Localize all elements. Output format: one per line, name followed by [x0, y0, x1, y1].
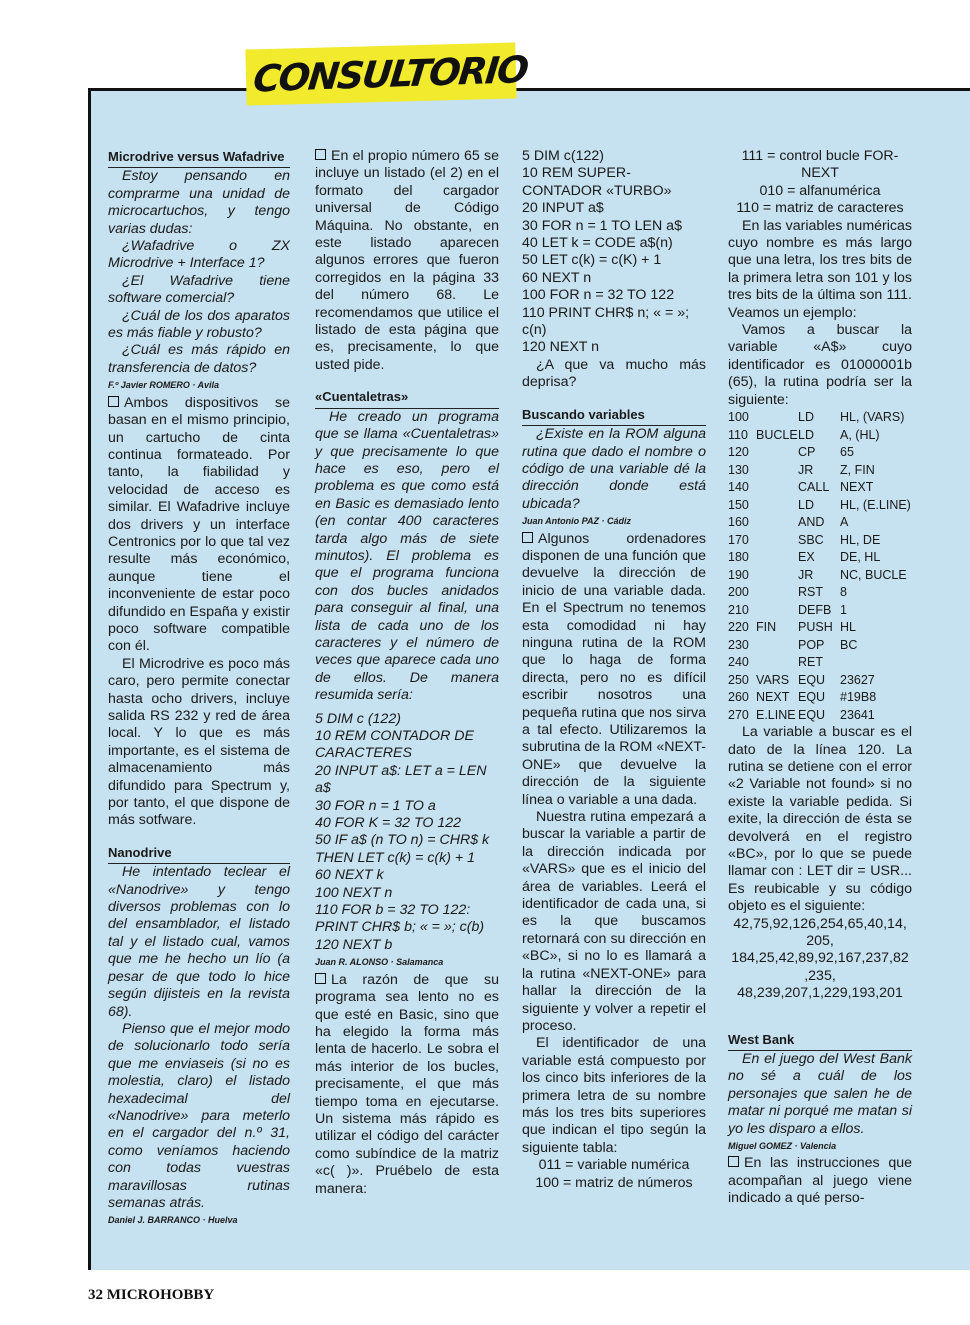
- basic-listing: [522, 148, 706, 357]
- answer-text: ¿A que va mucho más deprisa?: [522, 356, 706, 391]
- asm-field: [756, 602, 798, 620]
- asm-field: [756, 497, 798, 515]
- asm-field: [756, 567, 798, 585]
- asm-field: 65: [840, 445, 854, 460]
- asm-line: [728, 654, 912, 672]
- asm-line: [728, 549, 912, 567]
- asm-line: [728, 462, 912, 480]
- answer-text: La variable a buscar es el dato de la línea 120. La rutina se detiene con el error «2 Variable not found» si no existe la variable pedida. Si exite, la dirección de ésta se devolverá en el registro «BC», por lo que se puede llamar con : LET dir = USR... Es reubicable y su código objeto es el siguiente:: [728, 724, 912, 915]
- page-footer: [88, 1287, 214, 1304]
- code-line: 120 NEXT b: [315, 936, 393, 953]
- asm-field: 250: [728, 672, 749, 687]
- asm-field: NC, BUCLE: [840, 567, 907, 582]
- asm-field: 220: [728, 620, 749, 635]
- question-text: Pienso que el mejor modo de solucionarlo todo sería que me enviaseis (si no es molestia, claro) el listado hexadecimal del «Nanodrive» para meterlo en el cargador del n.º 31, como veníamos haciendo con todas vuestras maravillosas rutinas semanas atrás.: [108, 1020, 290, 1211]
- asm-line: [728, 532, 912, 550]
- asm-field: 180: [728, 550, 749, 565]
- asm-field: EQU: [798, 690, 826, 705]
- asm-field: SBC: [798, 532, 824, 547]
- asm-field: 230: [728, 637, 749, 652]
- asm-field: JR: [798, 462, 814, 477]
- asm-field: 100: [728, 410, 749, 425]
- question-text: ¿Wafadrive o ZX Microdrive + Interface 1?: [108, 238, 290, 272]
- question-text: He intentado teclear el «Nanodrive» y tengo diversos problemas con lo del ensamblador, el listado tal y el listado cual, vamos que me he hecho un lío (a pesar de que todo lo hice según dijisteis en la revista 68).: [108, 864, 290, 1020]
- letter-title: Microdrive versus Wafadrive: [108, 148, 290, 168]
- object-code-line: 48,239,207,1,229,193,201: [737, 985, 903, 1002]
- asm-field: 1: [840, 602, 847, 617]
- code-line: 100 FOR n = 32 TO 122: [522, 287, 675, 304]
- asm-field: [756, 549, 798, 567]
- type-table-row: 111 = control bucle FOR-NEXT: [741, 148, 899, 182]
- object-code: [728, 916, 912, 1003]
- signature: Miguel GOMEZ · Valencia: [728, 1141, 837, 1152]
- answer-text: Algunos ordenadores disponen de una función que devuelve la dirección de inicio de una variable dada. En el Spectrum no tenemos esta comodidad ni hay ninguna rutina de la ROM que lo haga de forma directa, pero no es difícil escribir nosotros una pequeña rutina que nos sirva a tal efecto. Utilizaremos la subrutina de la ROM «NEXT-ONE» que devuelve la dirección de la siguiente línea o variable a una dada.: [522, 530, 706, 808]
- letter-title: Nanodrive: [108, 844, 290, 864]
- asm-field: POP: [798, 637, 825, 652]
- asm-field: CALL: [798, 480, 830, 495]
- asm-field: LD: [798, 497, 814, 512]
- code-line: 60 NEXT n: [522, 269, 592, 286]
- asm-field: VARS: [756, 672, 790, 687]
- asm-field: LD: [798, 410, 814, 425]
- type-table-row: 011 = variable numérica: [538, 1157, 690, 1174]
- answer-text: En las variables numéricas cuyo nombre es más largo que una letra, los tres bits de la primera letra son 101 y los tres bits de la última son 111. Veamos un ejemplo:: [728, 217, 912, 321]
- asm-line: [728, 584, 912, 602]
- asm-field: FIN: [756, 620, 777, 635]
- code-line: 40 FOR K = 32 TO 122: [315, 815, 462, 832]
- object-code-line: ,235,: [804, 967, 836, 984]
- code-line: 5 DIM c (122): [315, 710, 401, 727]
- asm-line: [728, 427, 912, 445]
- asm-field: HL: [840, 620, 856, 635]
- signature: F.º Javier ROMERO · Avila: [108, 380, 219, 391]
- asm-field: E.LINE: [756, 707, 796, 722]
- asm-field: NEXT: [756, 690, 790, 705]
- answer-text: El identificador de una variable está compuesto por los cinco bits inferiores de la primera letra de su nombre más los tres bits superiores que indican el tipo según la siguiente tabla:: [522, 1035, 706, 1156]
- asm-line: [728, 444, 912, 462]
- asm-field: 120: [728, 445, 749, 460]
- asm-field: [756, 514, 798, 532]
- asm-field: [756, 654, 798, 672]
- type-table-row: 010 = alfanumérica: [759, 182, 881, 199]
- question-text: ¿Cuál es más rápido en transferencia de datos?: [108, 342, 290, 376]
- asm-field: NEXT: [840, 480, 874, 495]
- asm-line: [728, 602, 912, 620]
- asm-line: [728, 479, 912, 497]
- column-2: [315, 148, 499, 1198]
- signature: Juan R. ALONSO · Salamanca: [315, 957, 444, 968]
- asm-field: 8: [840, 585, 847, 600]
- page-number: 32: [88, 1287, 103, 1303]
- answer-text: En el propio número 65 se incluye un listado (el 2) en el formato del cargador universal de Código Máquina. No obstante, en este listado aparecen algunos errores que fueron corregidos en la página 33 del número 68. Le recomendamos que utilice el listado de esta página que es, precisamente, lo que usted pide.: [315, 148, 499, 373]
- asm-field: HL, (E.LINE): [840, 497, 911, 512]
- code-line: 10 REM CONTADOR DE CARACTERES: [315, 728, 474, 762]
- asm-field: [756, 532, 798, 550]
- asm-field: EQU: [798, 672, 826, 687]
- checkbox-icon: [522, 532, 533, 543]
- asm-field: EQU: [798, 707, 826, 722]
- column-3: [522, 148, 706, 1192]
- asm-field: 130: [728, 462, 749, 477]
- asm-field: Z, FIN: [840, 462, 875, 477]
- code-line: 50 IF a$ (n TO n) = CHR$ k THEN LET c(k) = c(k) + 1: [315, 832, 490, 866]
- asm-field: [756, 637, 798, 655]
- checkbox-icon: [728, 1156, 739, 1167]
- asm-field: RST: [798, 585, 823, 600]
- code-line: 110 PRINT CHR$ n; « = »; c(n): [522, 304, 690, 339]
- object-code-line: 205,: [806, 932, 834, 949]
- checkbox-icon: [108, 396, 119, 407]
- question-text: ¿Cuál de los dos aparatos es más fiable y robusto?: [108, 307, 290, 342]
- asm-field: [756, 584, 798, 602]
- question-text: ¿El Wafadrive tiene software comercial?: [108, 272, 290, 307]
- code-line: 20 INPUT a$: LET a = LEN a$: [315, 762, 487, 797]
- asm-field: BUCLE: [756, 427, 798, 442]
- question-text: En el juego del West Bank no sé a cuál de los personajes que salen he de matar ni porqué me matan si yo les disparo a ellos.: [728, 1051, 912, 1137]
- type-table-row: 110 = matriz de caracteres: [736, 200, 904, 217]
- asm-field: HL, DE: [840, 532, 881, 547]
- asm-line: [728, 707, 912, 725]
- asm-field: LD: [798, 427, 814, 442]
- asm-line: [728, 514, 912, 532]
- answer-text: Ambos dispositivos se basan en el mismo principio, un cartucho de cinta continua formateado. Por tanto, la fiabilidad y velocidad de acceso es similar. El Wafadrive incluye dos drivers y un interface Centronics por lo que tal vez resulte más económico, aunque tiene el inconveniente de estar poco difundido en España y existir poco software compatible con él.: [108, 394, 290, 655]
- answer-text: Vamos a buscar la variable «A$» cuyo identificador es 01000001b (65), la rutina podría ser la siguiente:: [728, 322, 912, 408]
- question-text: Estoy pensando en comprarme una unidad de microcartuchos, y tengo varias dudas:: [108, 168, 290, 237]
- asm-line: [728, 619, 912, 637]
- asm-field: EX: [798, 550, 815, 565]
- asm-field: A, (HL): [840, 427, 880, 442]
- asm-field: [756, 462, 798, 480]
- code-line: 110 FOR b = 32 TO 122: PRINT CHR$ b; « = »; c(b): [315, 902, 485, 936]
- asm-line: [728, 637, 912, 655]
- asm-field: 23627: [840, 672, 875, 687]
- asm-field: 270: [728, 707, 749, 722]
- asm-field: DE, HL: [840, 550, 881, 565]
- code-line: 10 REM SUPER-CONTADOR «TURBO»: [522, 165, 672, 199]
- asm-field: 210: [728, 602, 749, 617]
- asm-field: 160: [728, 515, 749, 530]
- section-title: CONSULTORIO: [251, 48, 530, 101]
- code-line: 30 FOR n = 1 TO a: [315, 797, 436, 814]
- magazine-name: MICROHOBBY: [106, 1287, 215, 1303]
- asm-field: [756, 409, 798, 427]
- code-line: 30 FOR n = 1 TO LEN a$: [522, 217, 682, 234]
- code-line: 40 LET k = CODE a$(n): [522, 235, 673, 252]
- asm-field: RET: [798, 655, 823, 670]
- letter-title: «Cuentaletras»: [315, 388, 499, 408]
- asm-field: 240: [728, 655, 749, 670]
- asm-field: CP: [798, 445, 816, 460]
- assembler-listing: [728, 409, 912, 724]
- asm-line: [728, 567, 912, 585]
- object-code-line: 42,75,92,126,254,65,40,14,: [733, 915, 907, 932]
- asm-field: PUSH: [798, 620, 833, 635]
- asm-field: 190: [728, 567, 749, 582]
- type-table-row: 100 = matriz de números: [535, 1174, 693, 1191]
- object-code-line: 184,25,42,89,92,167,237,82: [731, 950, 909, 967]
- asm-field: 140: [728, 480, 749, 495]
- code-line: 5 DIM c(122): [522, 148, 604, 164]
- answer-text: En las instrucciones que acompañan al juego viene indicado a qué perso-: [728, 1155, 912, 1207]
- asm-line: [728, 409, 912, 427]
- letter-title: Buscando variables: [522, 406, 706, 426]
- asm-field: 150: [728, 497, 749, 512]
- basic-listing: [315, 711, 499, 955]
- asm-line: [728, 689, 912, 707]
- asm-field: [756, 444, 798, 462]
- column-1: [108, 148, 290, 1230]
- code-line: 100 NEXT n: [315, 884, 393, 901]
- checkbox-icon: [315, 149, 326, 160]
- asm-field: 200: [728, 585, 749, 600]
- asm-field: BC: [840, 637, 858, 652]
- question-text: ¿Existe en la ROM alguna rutina que dado el nombre o código de una variable dé la dirección donde está ubicada?: [522, 426, 706, 512]
- asm-field: 170: [728, 532, 749, 547]
- asm-line: [728, 497, 912, 515]
- code-line: 20 INPUT a$: [522, 200, 604, 217]
- asm-field: AND: [798, 515, 825, 530]
- checkbox-icon: [315, 973, 326, 984]
- asm-field: DEFB: [798, 602, 832, 617]
- asm-field: 260: [728, 690, 749, 705]
- asm-field: A: [840, 515, 849, 530]
- answer-text: Nuestra rutina empezará a buscar la variable a partir de la dirección indicada por «VARS» que es el inicio del área de variables. Leerá el identificador de cada una, si es la que buscamos retornará con su dirección en «BC», si no lo es llamará a la rutina «NEXT-ONE» para hallar la dirección de la siguiente y volver a repetir el proceso.: [522, 809, 706, 1034]
- code-line: 120 NEXT n: [522, 339, 600, 356]
- signature: Juan Antonio PAZ · Cádiz: [522, 516, 631, 527]
- signature: Daniel J. BARRANCO · Huelva: [108, 1215, 238, 1226]
- column-4: [728, 148, 912, 1208]
- asm-field: 23641: [840, 707, 875, 722]
- answer-text: La razón de que su programa sea lento no es que esté en Basic, sino que ha elegido la forma más lenta de hacerlo. Le sobra el más interior de los bucles, precisamente, el que más tiempo toma en ejecutarse. Un sistema más rápido es utilizar el código del carácter como subíndice de la matriz «c( )». Pruébelo de esta manera:: [315, 971, 499, 1197]
- code-line: 60 NEXT k: [315, 867, 384, 884]
- asm-field: JR: [798, 567, 814, 582]
- code-line: 50 LET c(k) = c(K) + 1: [522, 252, 662, 269]
- asm-field: #19B8: [840, 690, 877, 705]
- question-text: He creado un programa que se llama «Cuentaletras» y que precisamente lo que hace es eso, pero el problema es que como está en Basic es demasiado lento (en contar 400 caracteres tarda algo más de siete minutos). El problema es que el programa funciona con dos bucles anidados para conseguir al final, una lista de cada uno de los caracteres y el número de veces que aparece cada uno de ellos. De manera resumida sería:: [315, 408, 499, 704]
- letter-title: West Bank: [728, 1031, 912, 1051]
- asm-line: [728, 672, 912, 690]
- asm-field: HL, (VARS): [840, 410, 905, 425]
- answer-text: El Microdrive es poco más caro, pero permite conectar hasta ocho drivers, incluye salida RS 232 y red de área local. Y lo que es más importante, es el sistema de almacenamiento más difundido para Spectrum y, por tanto, el que dispone de más sotfware.: [108, 655, 290, 829]
- asm-field: [756, 479, 798, 497]
- asm-field: 110: [728, 427, 748, 442]
